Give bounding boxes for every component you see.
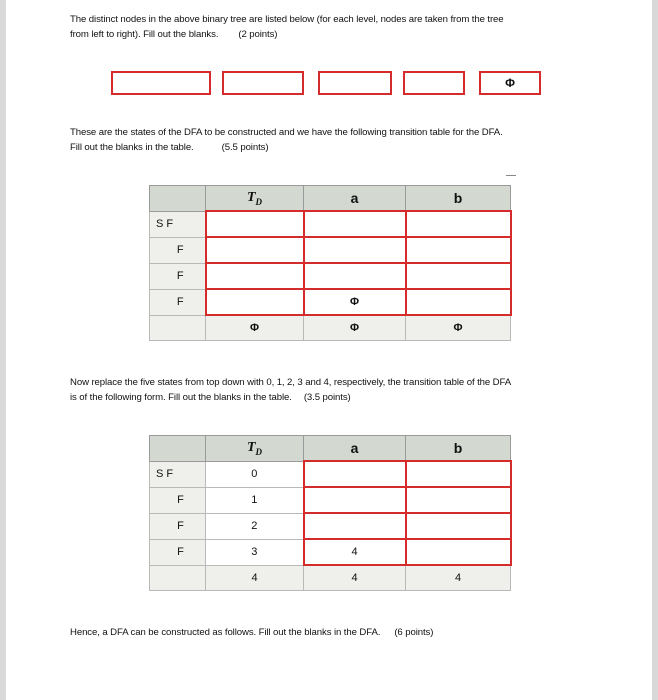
table-row	[150, 237, 511, 263]
b-cell-phi: Φ	[406, 315, 511, 341]
b-cell-blank[interactable]	[406, 513, 511, 539]
td-cell-blank[interactable]	[206, 263, 304, 289]
node-blank-3[interactable]	[318, 71, 392, 95]
b-cell-blank[interactable]	[406, 539, 511, 565]
intro-points: (2 points)	[238, 29, 278, 40]
sf-label: S F	[150, 211, 206, 237]
td-cell-blank[interactable]	[206, 211, 304, 237]
transition-table-2	[149, 435, 512, 591]
a-cell-blank[interactable]	[304, 263, 406, 289]
sf-label: F	[150, 513, 206, 539]
node-blank-1[interactable]	[111, 71, 211, 95]
b-cell-blank[interactable]	[406, 289, 511, 315]
transition-table-1	[149, 185, 512, 341]
final-text: Hence, a DFA can be constructed as follows. Fill out the blanks in the DFA.	[70, 627, 381, 638]
a-cell-blank[interactable]	[304, 461, 406, 487]
header-a: a	[304, 186, 406, 212]
sf-label: S F	[150, 461, 206, 487]
a-cell: 4	[304, 539, 406, 565]
sf-label: F	[150, 289, 206, 315]
replace-intro-points: (3.5 points)	[303, 392, 351, 403]
td-cell-phi: Φ	[206, 315, 304, 341]
a-cell-phi: Φ	[304, 289, 406, 315]
table-row	[150, 211, 511, 237]
a-cell-blank[interactable]	[304, 513, 406, 539]
td-cell-blank[interactable]	[206, 289, 304, 315]
node-blank-2[interactable]	[222, 71, 304, 95]
intro-line-2: from left to right). Fill out the blanks.	[70, 29, 219, 40]
td-cell: 1	[206, 487, 304, 513]
table-row	[150, 263, 511, 289]
header-a: a	[304, 436, 406, 462]
sf-label	[150, 565, 206, 591]
table-row	[150, 289, 511, 315]
table-header-row	[150, 436, 511, 462]
b-cell-blank[interactable]	[406, 237, 511, 263]
sf-label: F	[150, 237, 206, 263]
table-header-row	[150, 186, 511, 212]
replace-intro-paragraph	[70, 375, 511, 405]
a-cell-blank[interactable]	[304, 487, 406, 513]
dfa-intro-line-1: These are the states of the DFA to be constructed and we have the following transition table for the DFA.	[70, 127, 503, 138]
intro-line-1: The distinct nodes in the above binary tree are listed below (for each level, nodes are taken from the tree	[70, 14, 504, 25]
dfa-intro-points: (5.5 points)	[221, 142, 269, 153]
header-b: b	[406, 186, 511, 212]
sf-label: F	[150, 263, 206, 289]
decorative-mark	[506, 175, 516, 176]
header-b: b	[406, 436, 511, 462]
sf-label: F	[150, 539, 206, 565]
header-corner	[150, 186, 206, 212]
node-blank-4[interactable]	[403, 71, 465, 95]
sf-label	[150, 315, 206, 341]
table-row	[150, 487, 511, 513]
table-row	[150, 565, 511, 591]
header-td: $T_D$	[206, 436, 304, 462]
b-cell: 4	[406, 565, 511, 591]
td-cell: 2	[206, 513, 304, 539]
sf-label: F	[150, 487, 206, 513]
td-cell: 0	[206, 461, 304, 487]
dfa-intro-paragraph	[70, 125, 503, 155]
b-cell-blank[interactable]	[406, 461, 511, 487]
table-row	[150, 315, 511, 341]
a-cell-phi: Φ	[304, 315, 406, 341]
replace-intro-line-1: Now replace the five states from top down with 0, 1, 2, 3 and 4, respectively, the transition table of the DFA	[70, 377, 512, 388]
intro-paragraph	[70, 12, 504, 42]
table-row	[150, 461, 511, 487]
b-cell-blank[interactable]	[406, 211, 511, 237]
node-blank-5: Φ	[479, 71, 541, 95]
table-row	[150, 513, 511, 539]
b-cell-blank[interactable]	[406, 487, 511, 513]
final-points: (6 points)	[394, 627, 434, 638]
td-cell: 3	[206, 539, 304, 565]
final-paragraph	[70, 625, 433, 640]
a-cell: 4	[304, 565, 406, 591]
td-cell: 4	[206, 565, 304, 591]
header-corner	[150, 436, 206, 462]
a-cell-blank[interactable]	[304, 211, 406, 237]
td-cell-blank[interactable]	[206, 237, 304, 263]
table-row	[150, 539, 511, 565]
replace-intro-line-2: is of the following form. Fill out the blanks in the table.	[70, 392, 292, 403]
a-cell-blank[interactable]	[304, 237, 406, 263]
header-td: $T_D$	[206, 186, 304, 212]
b-cell-blank[interactable]	[406, 263, 511, 289]
dfa-intro-line-2: Fill out the blanks in the table.	[70, 142, 194, 153]
